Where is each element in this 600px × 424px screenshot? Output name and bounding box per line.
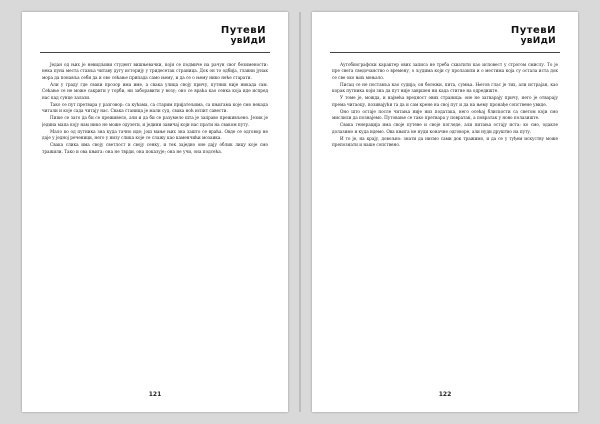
paragraph: Свака генерација има своје путеве и своје погледе, али питања остају иста: ко смо, одакле долазимо и куда идемо. Ова књига не нуди коначне одговоре, али нуди друштво на путу. [332,122,558,134]
header-title-line2: увИдИ [230,36,266,46]
header-title-line1: ПутевИ [220,25,266,36]
paragraph: Један од њих је невидљиви студент вишњевачки, који се подмиче на рачун свог безимености: нека пуна места ставља читаву дугу историју у тридесетак страница. Док он то одбија, главни јунак мора да понавља себи да и ово сећање припада само њему, и да се о њему нико неће старати. [42,62,268,80]
book-gutter [299,12,301,412]
paragraph: Тако се пут претвара у разговор: са кућама, са старим пријатељима, са књигама које смо некада читали и које сада читају нас. Свака станица је мали суд, свака ноћ испит савести. [42,101,268,114]
right-page [312,12,578,412]
header-rule [40,52,270,53]
paragraph: У томе је, можда, и највећа вредност ових страница: оне не затварају причу, него је отварају према читаоцу, позивајући га да и сам крене на свој пут и да на њему пронађе сопствене увиде. [332,95,558,107]
body-text [42,62,268,372]
paragraph: Свака слика има своју светлост и своју сенку, и тек заједно оне дају облик лицу које смо тражили. Тако и ова књига: она не тврди, она показује; она не учи, она подсећа. [42,142,268,154]
header-rule [330,52,560,53]
paragraph: Аутобиографски карактер ових записа не треба схватити као исповест у строгом смислу. То је пре свега сведочанство о времену, о људима који су пролазили и о местима која су остала иста док се све око њих мењало. [332,62,558,80]
paragraph: Писац се не поставља као судија; он бележи, пита, сумња. Његов глас је тих, али истрајан, као корак путника који зна да пут није завршен ни када стигне на одредиште. [332,81,558,94]
paragraph: Мало ко од путника зна куда тачно иде; још мање њих зна зашто се враћа. Овде се одговор не даје у једној реченици, него у низу слика које се слажу као каменчићи мозаика. [42,128,268,141]
left-page [22,12,288,412]
page-number: 122 [438,391,452,398]
body-text [332,62,558,372]
header-title-line2: увИдИ [520,36,556,46]
paragraph: Пише се зато да би се преживело, али и да би се разумело шта је заправо преживљено. Језик је једина мапа коју нам нико не може одузети, и једини завичај који нас прати на сваком путу. [42,115,268,127]
running-header [221,26,266,46]
page-number: 121 [148,391,162,398]
header-title-line1: ПутевИ [510,25,556,36]
paragraph: Оно што остаје после читања није низ података, него осећај блискости са светом који смо мислили да познајемо. Путовање се тако претвара у повратак, а повратак у ново полазиште. [332,108,558,121]
running-header [511,26,556,46]
paragraph: Али у граду где сваки прозор има име, а свака улица своју причу, путник није никада сам. Сећање се не може сакрити у торби, ни заборавити у возу; оно се враћа као сенка која иде испред нас кад сунце залази. [42,81,268,100]
paragraph: И то је, на крају, довољно: знати да нисмо сами док тражимо, и да се у туђем искуству може препознати и наше сопствено. [332,135,558,148]
